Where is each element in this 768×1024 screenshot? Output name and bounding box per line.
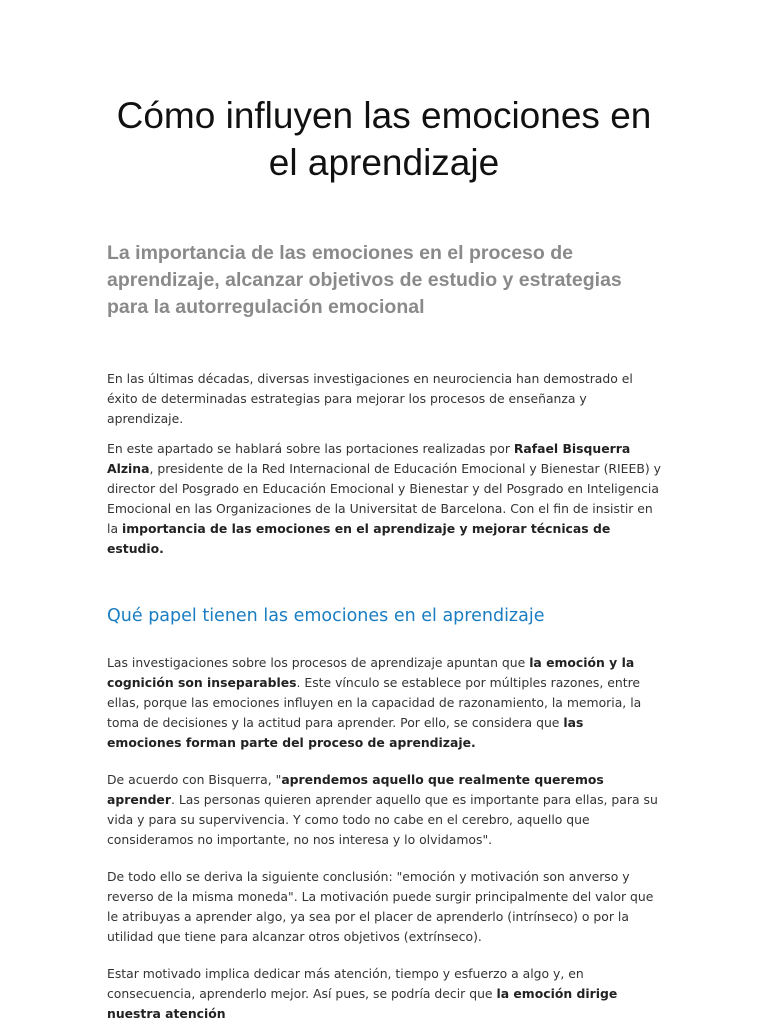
section-p2-text-c: . Las personas quieren aprender aquello que es importante para ellas, para su vida y para su supervivencia. Y como todo no cabe en el cerebro, aquello que consideramos no importante, no nos interesa y lo olvidamos". — [107, 792, 658, 847]
intro-p2-text-c: , presidente de la Red Internacional de Educación Emocional y Bienestar (RIEEB) y director del Posgrado en Educación Emocional y Bienestar y del Posgrado en Inteligencia Emocional en las Organizaciones de la Universitat de Barcelona. Con el fin de insistir en la — [107, 461, 661, 536]
section-paragraph-4 — [107, 964, 661, 1024]
intro-p2-text-a: En este apartado se hablará sobre las portaciones realizadas por — [107, 441, 514, 456]
intro-paragraph-2 — [107, 439, 661, 559]
section-paragraph-2 — [107, 770, 661, 850]
section-paragraph-3: De todo ello se deriva la siguiente conclusión: "emoción y motivación son anverso y reverso de la misma moneda". La motivación puede surgir principalmente del valor que le atribuyas a aprender algo, ya sea por el placer de aprenderlo (intrínseco) o por la utilidad que tiene para alcanzar otros objetivos (extrínseco). — [107, 869, 654, 944]
intro-p2-bold-importance: importancia de las emociones en el aprendizaje y mejorar técnicas de estudio. — [107, 521, 611, 556]
section-p2-text-a: De acuerdo con Bisquerra, " — [107, 772, 282, 787]
section-p1-bold-d: las emociones forman parte del proceso de aprendizaje. — [107, 715, 584, 750]
section-p2-bold-quote: aprendemos aquello que realmente queremos aprender — [107, 772, 604, 807]
intro-p2-bold-name: Rafael Bisquerra Alzina — [107, 441, 631, 476]
article-subtitle: La importancia de las emociones en el proceso de aprendizaje, alcanzar objetivos de estudio y estrategias para la autorregulación emocional — [107, 242, 622, 318]
section-p1-bold-b: la emoción y la cognición son inseparables — [107, 655, 635, 690]
article-title: Cómo influyen las emociones en el aprendizaje — [116, 95, 652, 183]
section-p1-text-c: . Este vínculo se establece por múltiples razones, entre ellas, porque las emociones influyen en la capacidad de razonamiento, la memoria, la toma de decisiones y la actitud para aprender. Por ello, se considera que — [107, 675, 642, 730]
section-heading: Qué papel tienen las emociones en el aprendizaje — [107, 606, 545, 626]
section-p1-text-a: Las investigaciones sobre los procesos de aprendizaje apuntan que — [107, 655, 530, 670]
section-paragraph-1 — [107, 653, 661, 753]
section-p4-bold-b: la emoción dirige nuestra atención — [107, 986, 618, 1021]
intro-paragraph-1: En las últimas décadas, diversas investigaciones en neurociencia han demostrado el éxito de determinadas estrategias para mejorar los procesos de enseñanza y aprendizaje. — [107, 371, 633, 426]
section-p4-text-a: Estar motivado implica dedicar más atención, tiempo y esfuerzo a algo y, en consecuencia, aprenderlo mejor. Así pues, se podría decir que — [107, 966, 584, 1001]
